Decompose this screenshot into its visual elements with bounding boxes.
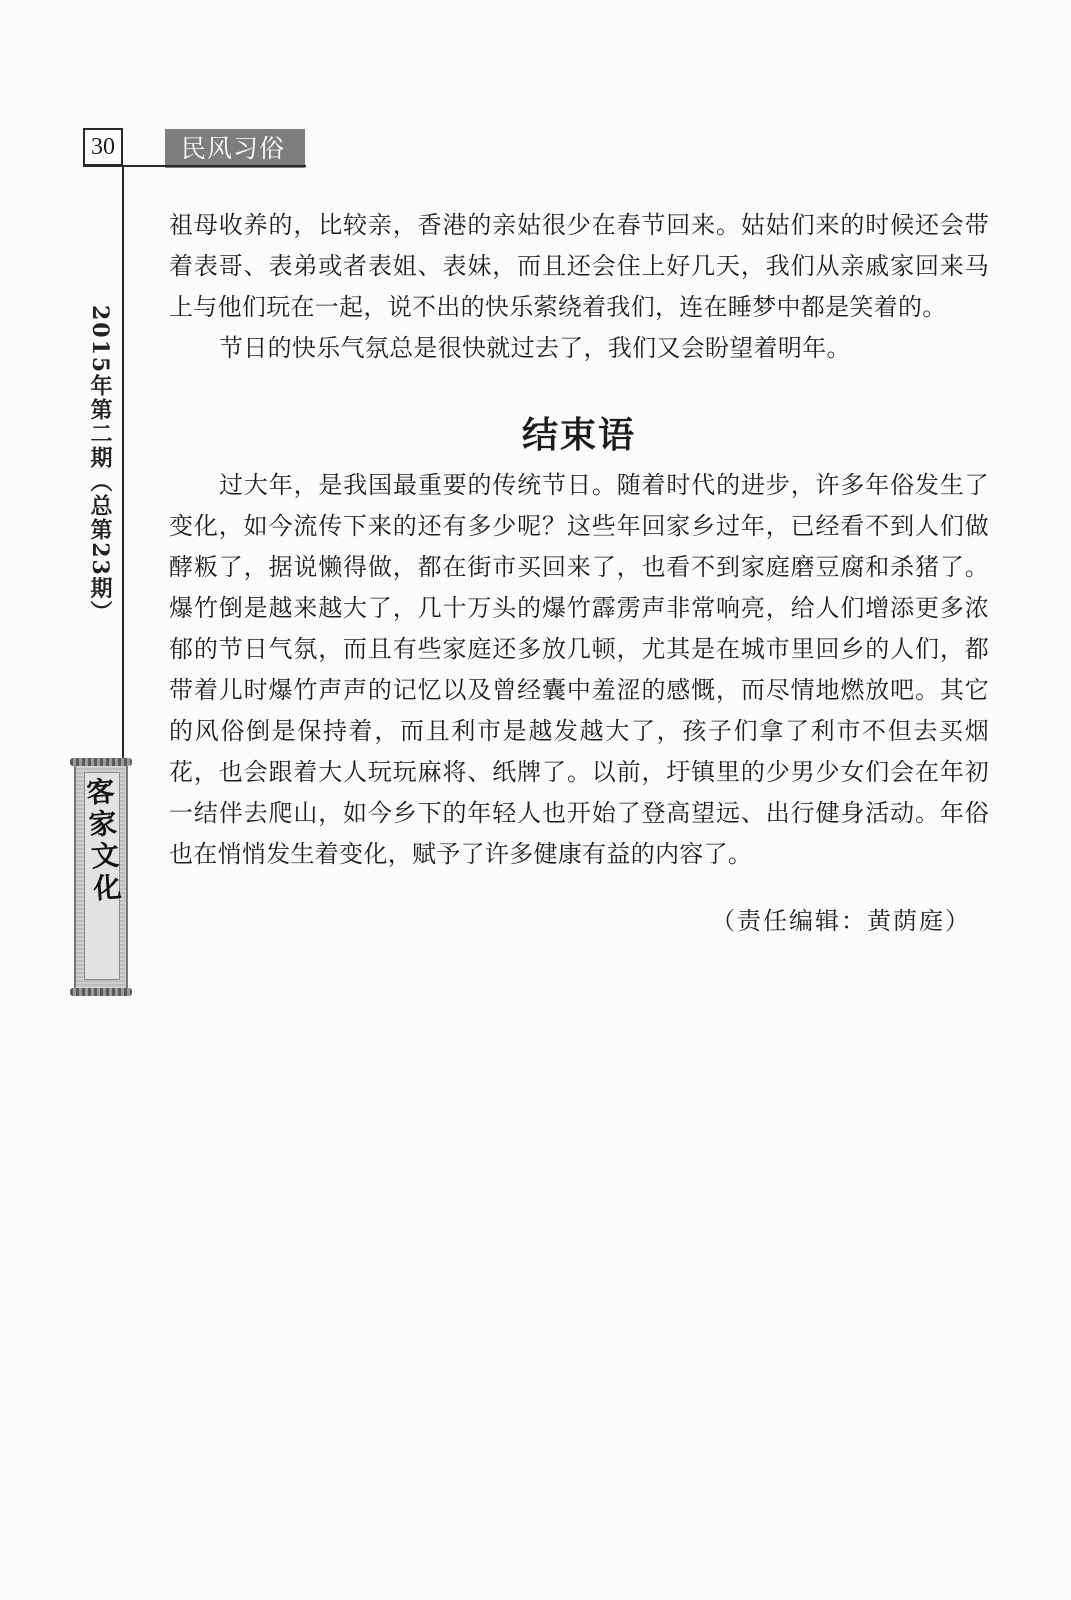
- scroll-rod-bottom: [70, 988, 132, 996]
- scroll-body: [74, 766, 128, 988]
- calligraphy-logo: 客家文化: [81, 775, 124, 906]
- paragraph-continued: 祖母收养的，比较亲，香港的亲姑很少在春节回来。姑姑们来的时候还会带着表哥、表弟或者表姐、表妹，而且还会住上好几天，我们从亲戚家回来马上与他们玩在一起，说不出的快乐萦绕着我们，连在睡梦中都是笑着的。: [169, 211, 989, 321]
- scroll-paper: [81, 772, 124, 980]
- issue-info: 2015年第二期（总第23期）: [87, 305, 113, 625]
- section-tab: 民风习俗: [165, 129, 305, 168]
- paragraph-festival-mood: 节日的快乐气氛总是很快就过去了，我们又会盼望着明年。: [219, 334, 851, 362]
- article-body: [169, 205, 989, 939]
- header-rule: [83, 165, 306, 167]
- scroll-rod-top: [70, 758, 132, 766]
- journal-scroll-logo: [70, 758, 132, 996]
- margin-vertical-rule: [122, 165, 124, 765]
- editor-credit: （责任编辑：黄荫庭）: [711, 907, 971, 935]
- section-heading: 结束语: [521, 415, 636, 456]
- page-number: 30: [83, 128, 123, 166]
- paragraph-conclusion: 过大年，是我国最重要的传统节日。随着时代的进步，许多年俗发生了变化，如今流传下来的还有多少呢？这些年回家乡过年，已经看不到人们做酵粄了，据说懒得做，都在街市买回来了，也看不到家庭磨豆腐和杀猪了。爆竹倒是越来越大了，几十万头的爆竹霹雳声非常响亮，给人们增添更多浓郁的节日气氛，而且有些家庭还多放几顿，尤其是在城市里回乡的人们，都带着儿时爆竹声声的记忆以及曾经囊中羞涩的感慨，而尽情地燃放吧。其它的风俗倒是保持着，而且利市是越发越大了，孩子们拿了利市不但去买烟花，也会跟着大人玩玩麻将、纸牌了。以前，圩镇里的少男少女们会在年初一结伴去爬山，如今乡下的年轻人也开始了登高望远、出行健身活动。年俗也在悄悄发生着变化，赋予了许多健康有益的内容了。: [169, 471, 989, 868]
